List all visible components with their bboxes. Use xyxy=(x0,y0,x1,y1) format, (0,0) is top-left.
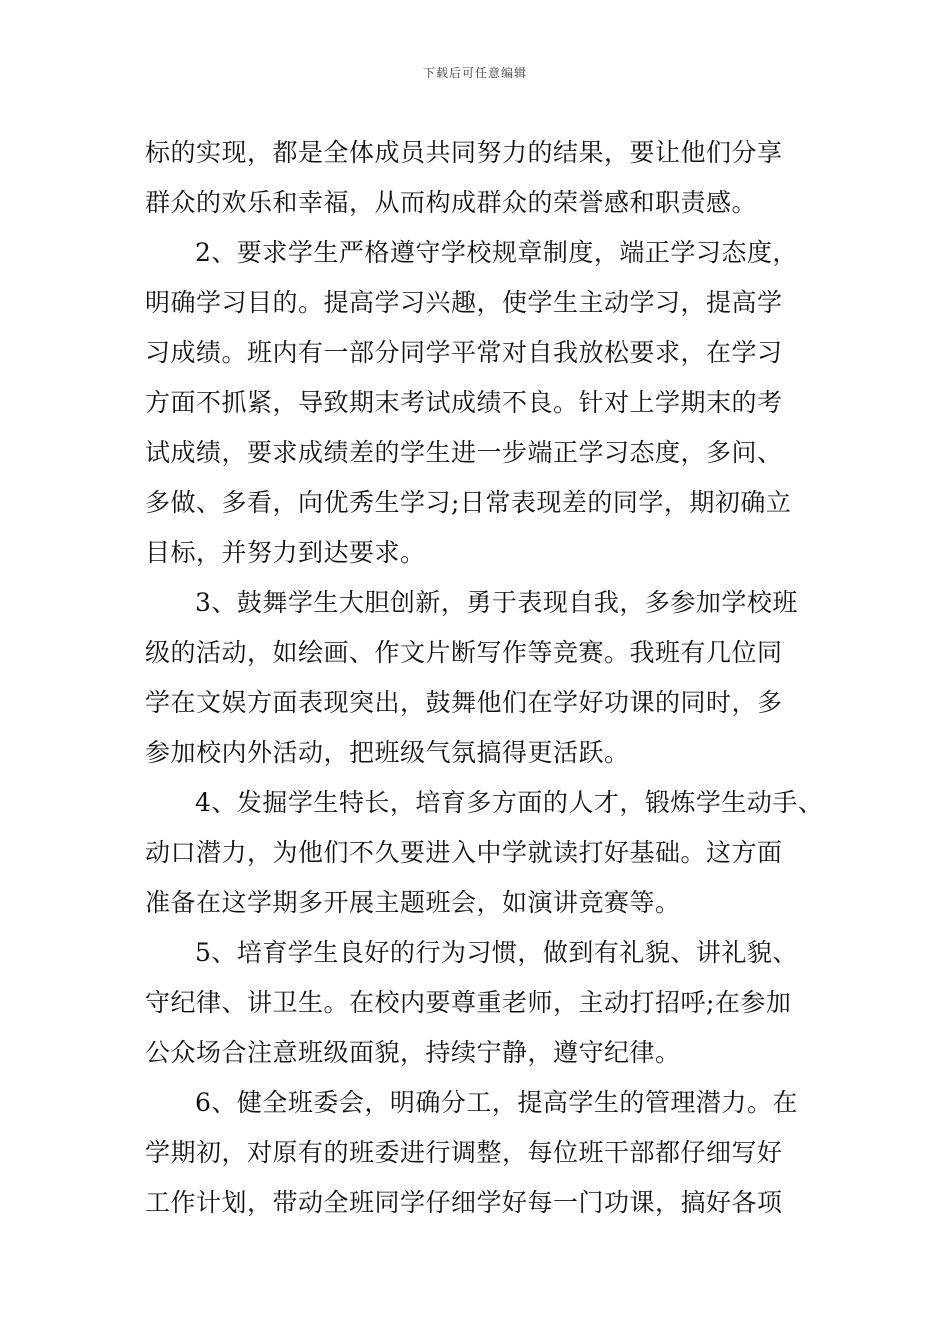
text-line: 习成绩。班内有一部分同学平常对自我放松要求，在学习 xyxy=(145,338,783,367)
paragraph-start-line: 2、要求学生严格遵守学校规章制度，端正学习态度， xyxy=(195,238,798,267)
paragraph-start-line: 3、鼓舞学生大胆创新，勇于表现自我，多参加学校班 xyxy=(195,588,798,617)
paragraph-start-line: 6、健全班委会，明确分工，提高学生的管理潜力。在 xyxy=(195,1088,798,1117)
paragraph-start-line: 5、培育学生良好的行为习惯，做到有礼貌、讲礼貌、 xyxy=(195,938,798,967)
text-line: 参加校内外活动，把班级气氛搞得更活跃。 xyxy=(145,738,630,767)
text-line: 试成绩，要求成绩差的学生进一步端正学习态度，多问、 xyxy=(145,438,783,467)
text-line: 级的活动，如绘画、作文片断写作等竞赛。我班有几位同 xyxy=(145,638,783,667)
text-line: 学期初，对原有的班委进行调整，每位班干部都仔细写好 xyxy=(145,1138,783,1167)
text-line: 工作计划，带动全班同学仔细学好每一门功课，搞好各项 xyxy=(145,1188,783,1217)
text-line: 守纪律、讲卫生。在校内要尊重老师，主动打招呼;在参加 xyxy=(145,988,792,1017)
text-line: 准备在这学期多开展主题班会，如演讲竞赛等。 xyxy=(145,888,681,917)
text-line: 动口潜力，为他们不久要进入中学就读打好基础。这方面 xyxy=(145,838,783,867)
paragraph-start-line: 4、发掘学生特长，培育多方面的人才，锻炼学生动手、 xyxy=(195,788,824,817)
text-line: 方面不抓紧，导致期末考试成绩不良。针对上学期末的考 xyxy=(145,388,783,417)
text-line: 标的实现，都是全体成员共同努力的结果，要让他们分享 xyxy=(145,138,783,167)
text-line: 明确学习目的。提高学习兴趣，使学生主动学习，提高学 xyxy=(145,288,783,317)
text-line: 群众的欢乐和幸福，从而构成群众的荣誉感和职责感。 xyxy=(145,188,758,217)
text-line: 公众场合注意班级面貌，持续宁静，遵守纪律。 xyxy=(145,1038,681,1067)
page-header: 下载后可任意编辑 xyxy=(422,66,527,80)
text-line: 多做、多看，向优秀生学习;日常表现差的同学，期初确立 xyxy=(145,488,792,517)
text-line: 学在文娱方面表现突出，鼓舞他们在学好功课的同时，多 xyxy=(145,688,783,717)
document-body xyxy=(145,128,845,1228)
text-line: 目标，并努力到达要求。 xyxy=(145,538,426,567)
